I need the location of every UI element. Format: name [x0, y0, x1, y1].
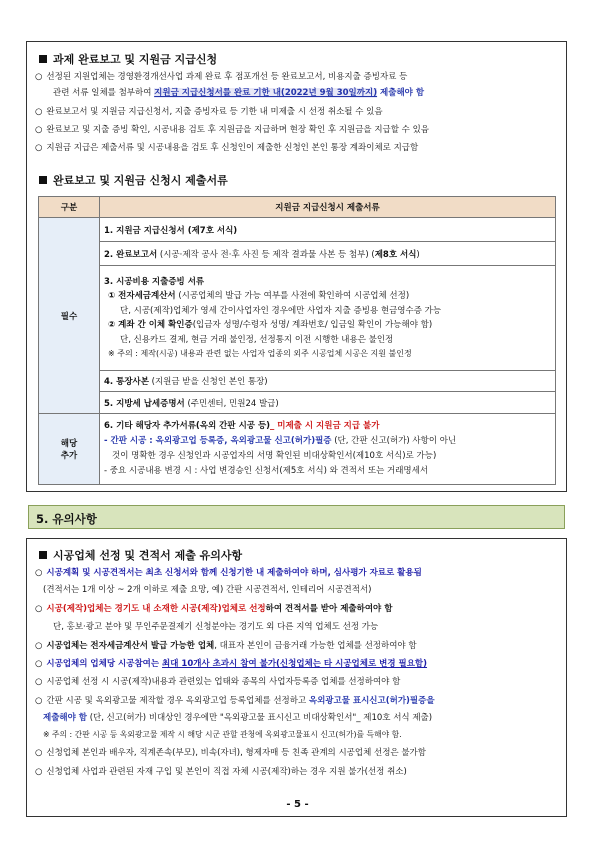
- section-heading-documents: 완료보고 및 지원금 신청시 제출서류: [39, 172, 228, 188]
- text-line: 제출해야 함 (단, 신고(허가) 비대상인 경우에만 "옥외광고물 표시신고 비대상확인서"_ 제10호 서식 제출): [43, 713, 433, 723]
- table-header-category: 구분: [39, 197, 100, 218]
- text-line: ○ 시공업체는 전자세금계산서 발급 가능한 업체, 대표자 본인이 금융거래 가능한 업체를 선정하여야 함: [35, 641, 417, 651]
- text-line: ○ 시공계획 및 시공견적서는 최초 신청서와 함께 신청기한 내 제출하여야 하며, 심사평가 자료로 활용됨: [35, 568, 422, 578]
- text-line: ※ 주의 : 간판 시공 등 옥외광고물 제작 시 해당 시군 관할 관청에 옥외광고물표시 신고(허가)를 득해야 함.: [43, 730, 402, 739]
- text-line: ○ 신청업체 사업과 관련된 자재 구입 및 본인이 직접 자체 시공(제작)하는 경우 지원 불가(선정 취소): [35, 767, 407, 777]
- text-line: ○ 신청업체 본인과 배우자, 직계존속(부모), 비속(자녀), 형제자매 등 친족 관계의 시공업체 선정은 불가함: [35, 748, 426, 758]
- section-heading-completion: 과제 완료보고 및 지원금 지급신청: [39, 51, 217, 67]
- section-bar-notes: 5. 유의사항: [28, 505, 565, 529]
- text-line: 관련 서류 일체를 첨부하여 지원금 지급신청서를 완료 기한 내(2022년 9월 30일까지) 제출해야 함: [53, 88, 425, 98]
- documents-table: [38, 196, 556, 485]
- square-bullet-icon: [39, 55, 47, 63]
- text-line: ○ 지원금 지급은 제출서류 및 시공내용을 검토 후 신청인이 제출한 신청인 본인 통장 계좌이체로 지급함: [35, 143, 419, 153]
- table-header-docs: 지원금 지급신청시 제출서류: [100, 197, 556, 218]
- table-row: 1. 지원금 지급신청서 (제7호 서식): [100, 218, 556, 242]
- required-label: 필수: [39, 218, 100, 414]
- text-line: 단, 홍보·광고 분야 및 무인주문결제기 신청분야는 경기도 외 다른 지역 업체도 선정 가능: [53, 622, 379, 632]
- table-row: 3. 시공비용 지출증빙 서류 ① 전자세금계산서 (시공업체의 발급 가능 여부를 사전에 확인하여 시공업체 선정) 단, 시공(제작)업체가 영세 간이사업자인 경우에만 사업자 지출 증빙용 현금영수증 가능 ② 계좌 간 이체 확인증(입금자 성명/수령자 성명/ 계좌번호/ 입금일 확인이 가능해야 함) 단, 신용카드 결제, 현금 거래 불인정, 선정통지 이전 시행한 내용은 불인정 ※ 주의 : 제작(시공) 내용과 관련 없는 사업자 업종의 외주 시공업체 시공은 지원 불인정: [100, 266, 556, 371]
- square-bullet-icon: [39, 551, 47, 559]
- table-row: 6. 기타 해당자 추가서류(옥외 간판 시공 등)_ 미제출 시 지원금 지급 불가 - 간판 시공 : 옥외광고업 등록증, 옥외광고물 신고(허가)필증 (단, 간판 신고(허가) 사항이 아닌 것이 명확한 경우 신청인과 시공업자의 서명 확인된 비대상확인서(제10호 서식)로 가능) - 중요 시공내용 변경 시 : 사업 변경승인 신청서(제5호 서식) 와 견적서 또는 거래명세서: [100, 414, 556, 485]
- table-row: 5. 지방세 납세증명서 (주민센터, 민원24 발급): [100, 392, 556, 414]
- completion-report-box: [26, 41, 567, 492]
- text-line: ○ 간판 시공 및 옥외광고물 제작할 경우 옥외광고업 등록업체를 선정하고 옥외광고물 표시신고(허가)필증을: [35, 696, 435, 706]
- notes-box: [26, 538, 567, 817]
- page-number: - 5 -: [286, 799, 309, 810]
- table-row: 2. 완료보고서 (시공·제작 공사 전·후 사진 등 제작 결과물 사본 등 첨부) (제8호 서식): [100, 242, 556, 266]
- table-row: 4. 통장사본 (지원금 받을 신청인 본인 통장): [100, 371, 556, 392]
- text-line: ○ 완료보고 및 지출 증빙 확인, 시공내용 검토 후 지원금을 지급하며 현장 확인 후 지원금을 지급할 수 있음: [35, 125, 430, 135]
- text-line: ○ 선정된 지원업체는 경영환경개선사업 과제 완료 후 점포개선 등 완료보고서, 비용지출 증빙자료 등: [35, 72, 408, 82]
- square-bullet-icon: [39, 176, 47, 184]
- text-line: ○ 시공업체의 업체당 시공참여는 최대 10개사 초과시 참여 불가(신청업체는 타 시공업체로 변경 필요함): [35, 659, 428, 669]
- text-line: ○ 시공(제작)업체는 경기도 내 소재한 시공(제작)업체로 선정하여 견적서를 받아 제출하여야 함: [35, 604, 393, 614]
- text-line: (견적서는 1개 이상 ~ 2개 이하로 제출 요망, 예) 간판 시공견적서, 인테리어 시공견적서): [43, 585, 372, 595]
- text-line: ○ 완료보고서 및 지원금 지급신청서, 지출 증빙자료 등 기한 내 미제출 시 선정 취소될 수 있음: [35, 107, 383, 117]
- text-line: ○ 시공업체 선정 시 시공(제작)내용과 관련있는 업태와 종목의 사업자등록증 업체를 선정하여야 함: [35, 677, 401, 687]
- section-heading-contractor: 시공업체 선정 및 견적서 제출 유의사항: [39, 547, 242, 563]
- optional-label: 해당 추가: [39, 414, 100, 485]
